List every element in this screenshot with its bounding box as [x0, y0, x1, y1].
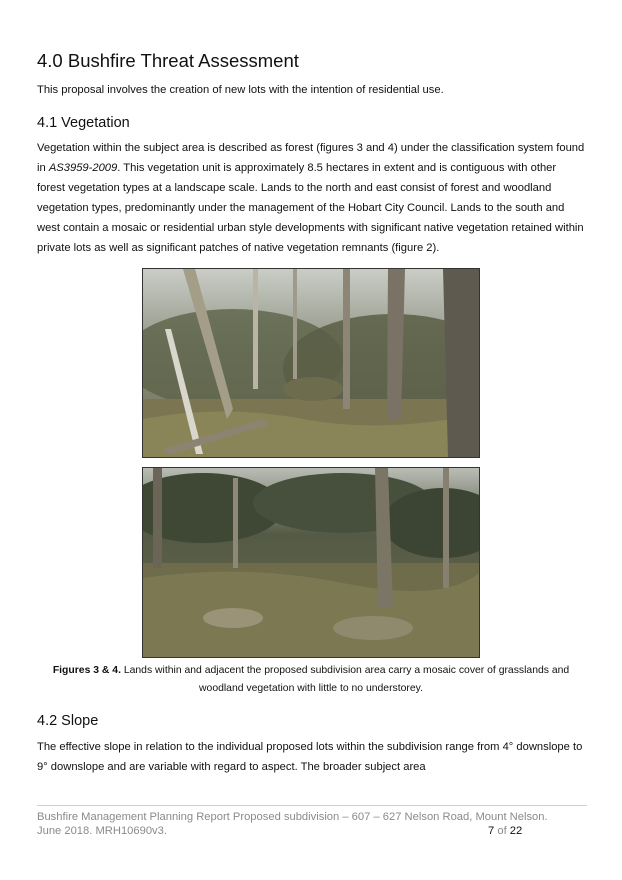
page-current: 7 — [488, 825, 495, 837]
slope-heading: 4.2 Slope — [37, 713, 99, 729]
caption-label: Figures 3 & 4. — [52, 665, 121, 676]
vegetation-heading: 4.1 Vegetation — [37, 115, 130, 131]
footer-line-2: June 2018. MRH10690v3. — [37, 825, 167, 837]
page-total: 22 — [509, 825, 523, 837]
section-title: 4.0 Bushfire Threat Assessment — [37, 50, 299, 71]
intro-paragraph: This proposal involves the creation of new lots with the intention of residential use. — [37, 84, 444, 96]
page-number — [488, 825, 522, 837]
footer-divider — [37, 805, 587, 806]
page-of: of — [497, 825, 507, 837]
footer-line-1: Bushfire Management Planning Report Proposed subdivision – 607 – 627 Nelson Road, Mount Nelson. — [37, 811, 548, 823]
vegetation-paragraph — [37, 138, 587, 258]
vegetation-text-end: . This vegetation unit is approximately 8.5 hectares in extent and is contiguous with other forest vegetation types at a landscape scale. Lands to the north and east consist of forest and woodland vegetation types, predominantly under the management of the Hobart City Council. Lands to the south and west contain a mosaic or residential urban style developments with significant native vegetation retained within private lots as well as significant patches of native vegetation remnants (figure 2). — [37, 162, 584, 254]
slope-paragraph: The effective slope in relation to the individual proposed lots within the subdivision range from 4° downslope to 9° downslope and are variable with regard to aspect. The broader subject area — [37, 741, 583, 773]
standard-reference: AS3959-2009 — [48, 162, 118, 174]
figure-4-photo — [142, 467, 480, 658]
figure-3-photo — [142, 268, 480, 458]
figure-caption — [37, 662, 585, 698]
vegetation-text-start: Vegetation within the subject area is described as forest (figures 3 and 4) under the classification system found in — [37, 142, 585, 174]
caption-text: Lands within and adjacent the proposed subdivision area carry a mosaic cover of grasslands and woodland vegetation with little to no understorey. — [120, 665, 570, 694]
